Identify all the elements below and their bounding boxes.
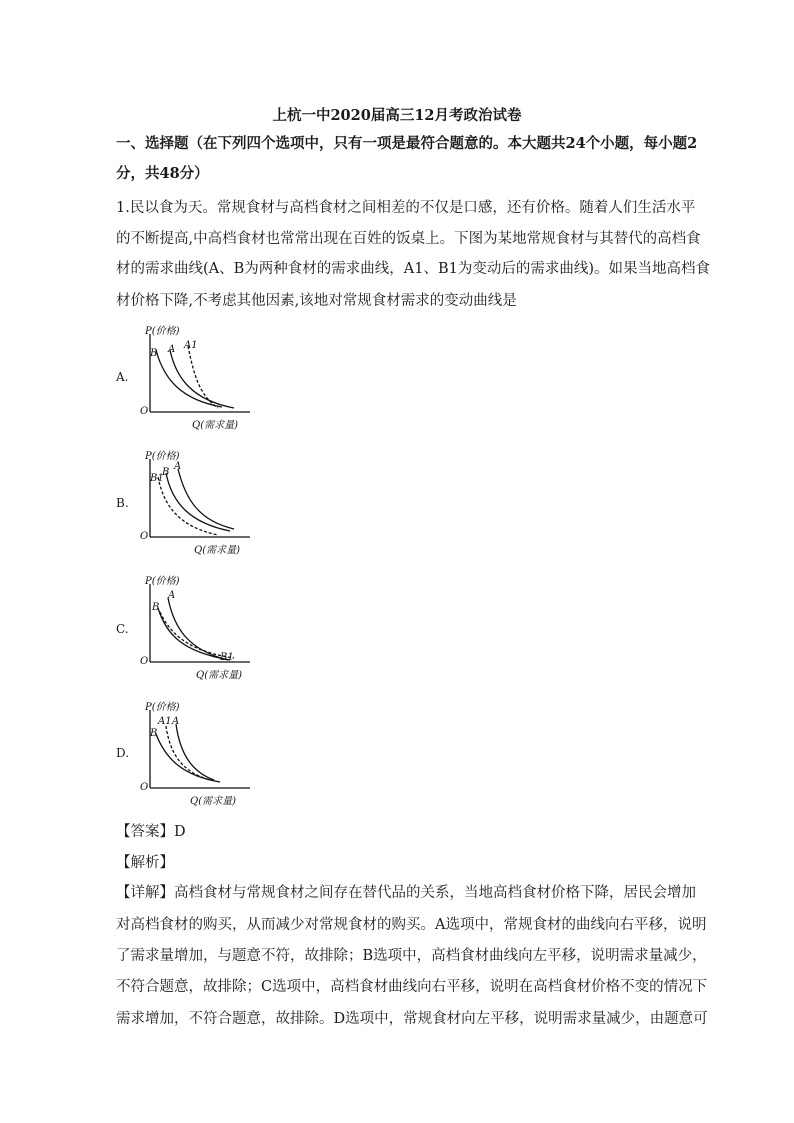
option-a-curve-label-1: B (150, 348, 158, 359)
option-c-curve-label-2: A (168, 590, 176, 601)
option-b-x-axis-label: Q(需求量) (194, 545, 241, 556)
option-a-graph (138, 322, 258, 438)
option-c-curve-label-3: B1 (220, 652, 234, 663)
option-b-origin: O (140, 531, 149, 542)
option-d-letter: D. (116, 746, 130, 760)
detail-line-5: 需求增加，不符合题意，故排除。D选项中，常规食材向左平移，说明需求量减少，由题意可 (116, 1011, 708, 1027)
option-d-x-axis-label: Q(需求量) (190, 796, 237, 807)
section-heading-line-1: 一、选择题（在下列四个选项中，只有一项是最符合题意的。本大题共24个小题，每小题2 (116, 135, 698, 152)
option-b-y-axis-label: P(价格) (145, 451, 180, 462)
option-c-origin: O (140, 656, 149, 667)
option-b-letter: B. (116, 496, 129, 510)
option-b-curve-label-2: B (162, 467, 170, 478)
option-d-curve-label-3: B (150, 728, 158, 739)
option-a-origin: O (140, 406, 149, 417)
analysis-heading: 【解析】 (116, 855, 174, 871)
option-c-letter: C. (116, 622, 129, 636)
option-a-curve-label-3: A1 (184, 340, 198, 351)
option-b-graph (138, 447, 258, 563)
detail-line-2: 对高档食材的购买，从而减少对常规食材的购买。A选项中，常规食材的曲线向右平移，说明 (116, 917, 707, 933)
option-b-curve-label-1: B1 (150, 473, 164, 484)
option-c-x-axis-label: Q(需求量) (196, 670, 243, 681)
answer-line: 【答案】D (116, 824, 186, 840)
option-a-letter: A. (116, 370, 129, 384)
option-d-origin: O (140, 782, 149, 793)
detail-line-3: 了需求量增加，与题意不符，故排除；B选项中，高档食材曲线向左平移，说明需求量减少， (116, 948, 707, 964)
section-heading-line-2: 分，共48分） (116, 165, 209, 182)
option-a-y-axis-label: P(价格) (145, 326, 180, 337)
detail-line-1: 【详解】高档食材与常规食材之间存在替代品的关系，当地高档食材价格下降，居民会增加 (116, 885, 696, 901)
question-stem-line-2: 的不断提高,中高档食材也常常出现在百姓的饭桌上。下图为某地常规食材与其替代的高档食 (116, 231, 701, 247)
question-stem-line-3: 材的需求曲线(A、B为两种食材的需求曲线，A1、B1为变动后的需求曲线)。如果当地高档食 (116, 261, 711, 277)
option-d-curve-label-1: A1 (158, 716, 172, 727)
option-c-graph (138, 572, 258, 688)
option-d-y-axis-label: P(价格) (145, 702, 180, 713)
option-d-graph (138, 698, 258, 814)
option-a-x-axis-label: Q(需求量) (192, 420, 239, 431)
question-stem-line-1: 1.民以食为天。常规食材与高档食材之间相差的不仅是口感，还有价格。随着人们生活水平 (116, 200, 696, 216)
detail-line-4: 不符合题意，故排除；C选项中，高档食材曲线向右平移，说明在高档食材价格不变的情况下 (116, 979, 708, 995)
question-stem-line-4: 材价格下降,不考虑其他因素,该地对常规食材需求的变动曲线是 (116, 293, 517, 309)
option-c-curve-label-1: B (152, 602, 160, 613)
option-d-curve-label-2: A (172, 716, 180, 727)
option-b-curve-label-3: A (174, 461, 182, 472)
option-c-y-axis-label: P(价格) (145, 576, 180, 587)
exam-title: 上杭一中2020届高三12月考政治试卷 (272, 107, 522, 124)
option-a-curve-label-2: A (168, 344, 176, 355)
